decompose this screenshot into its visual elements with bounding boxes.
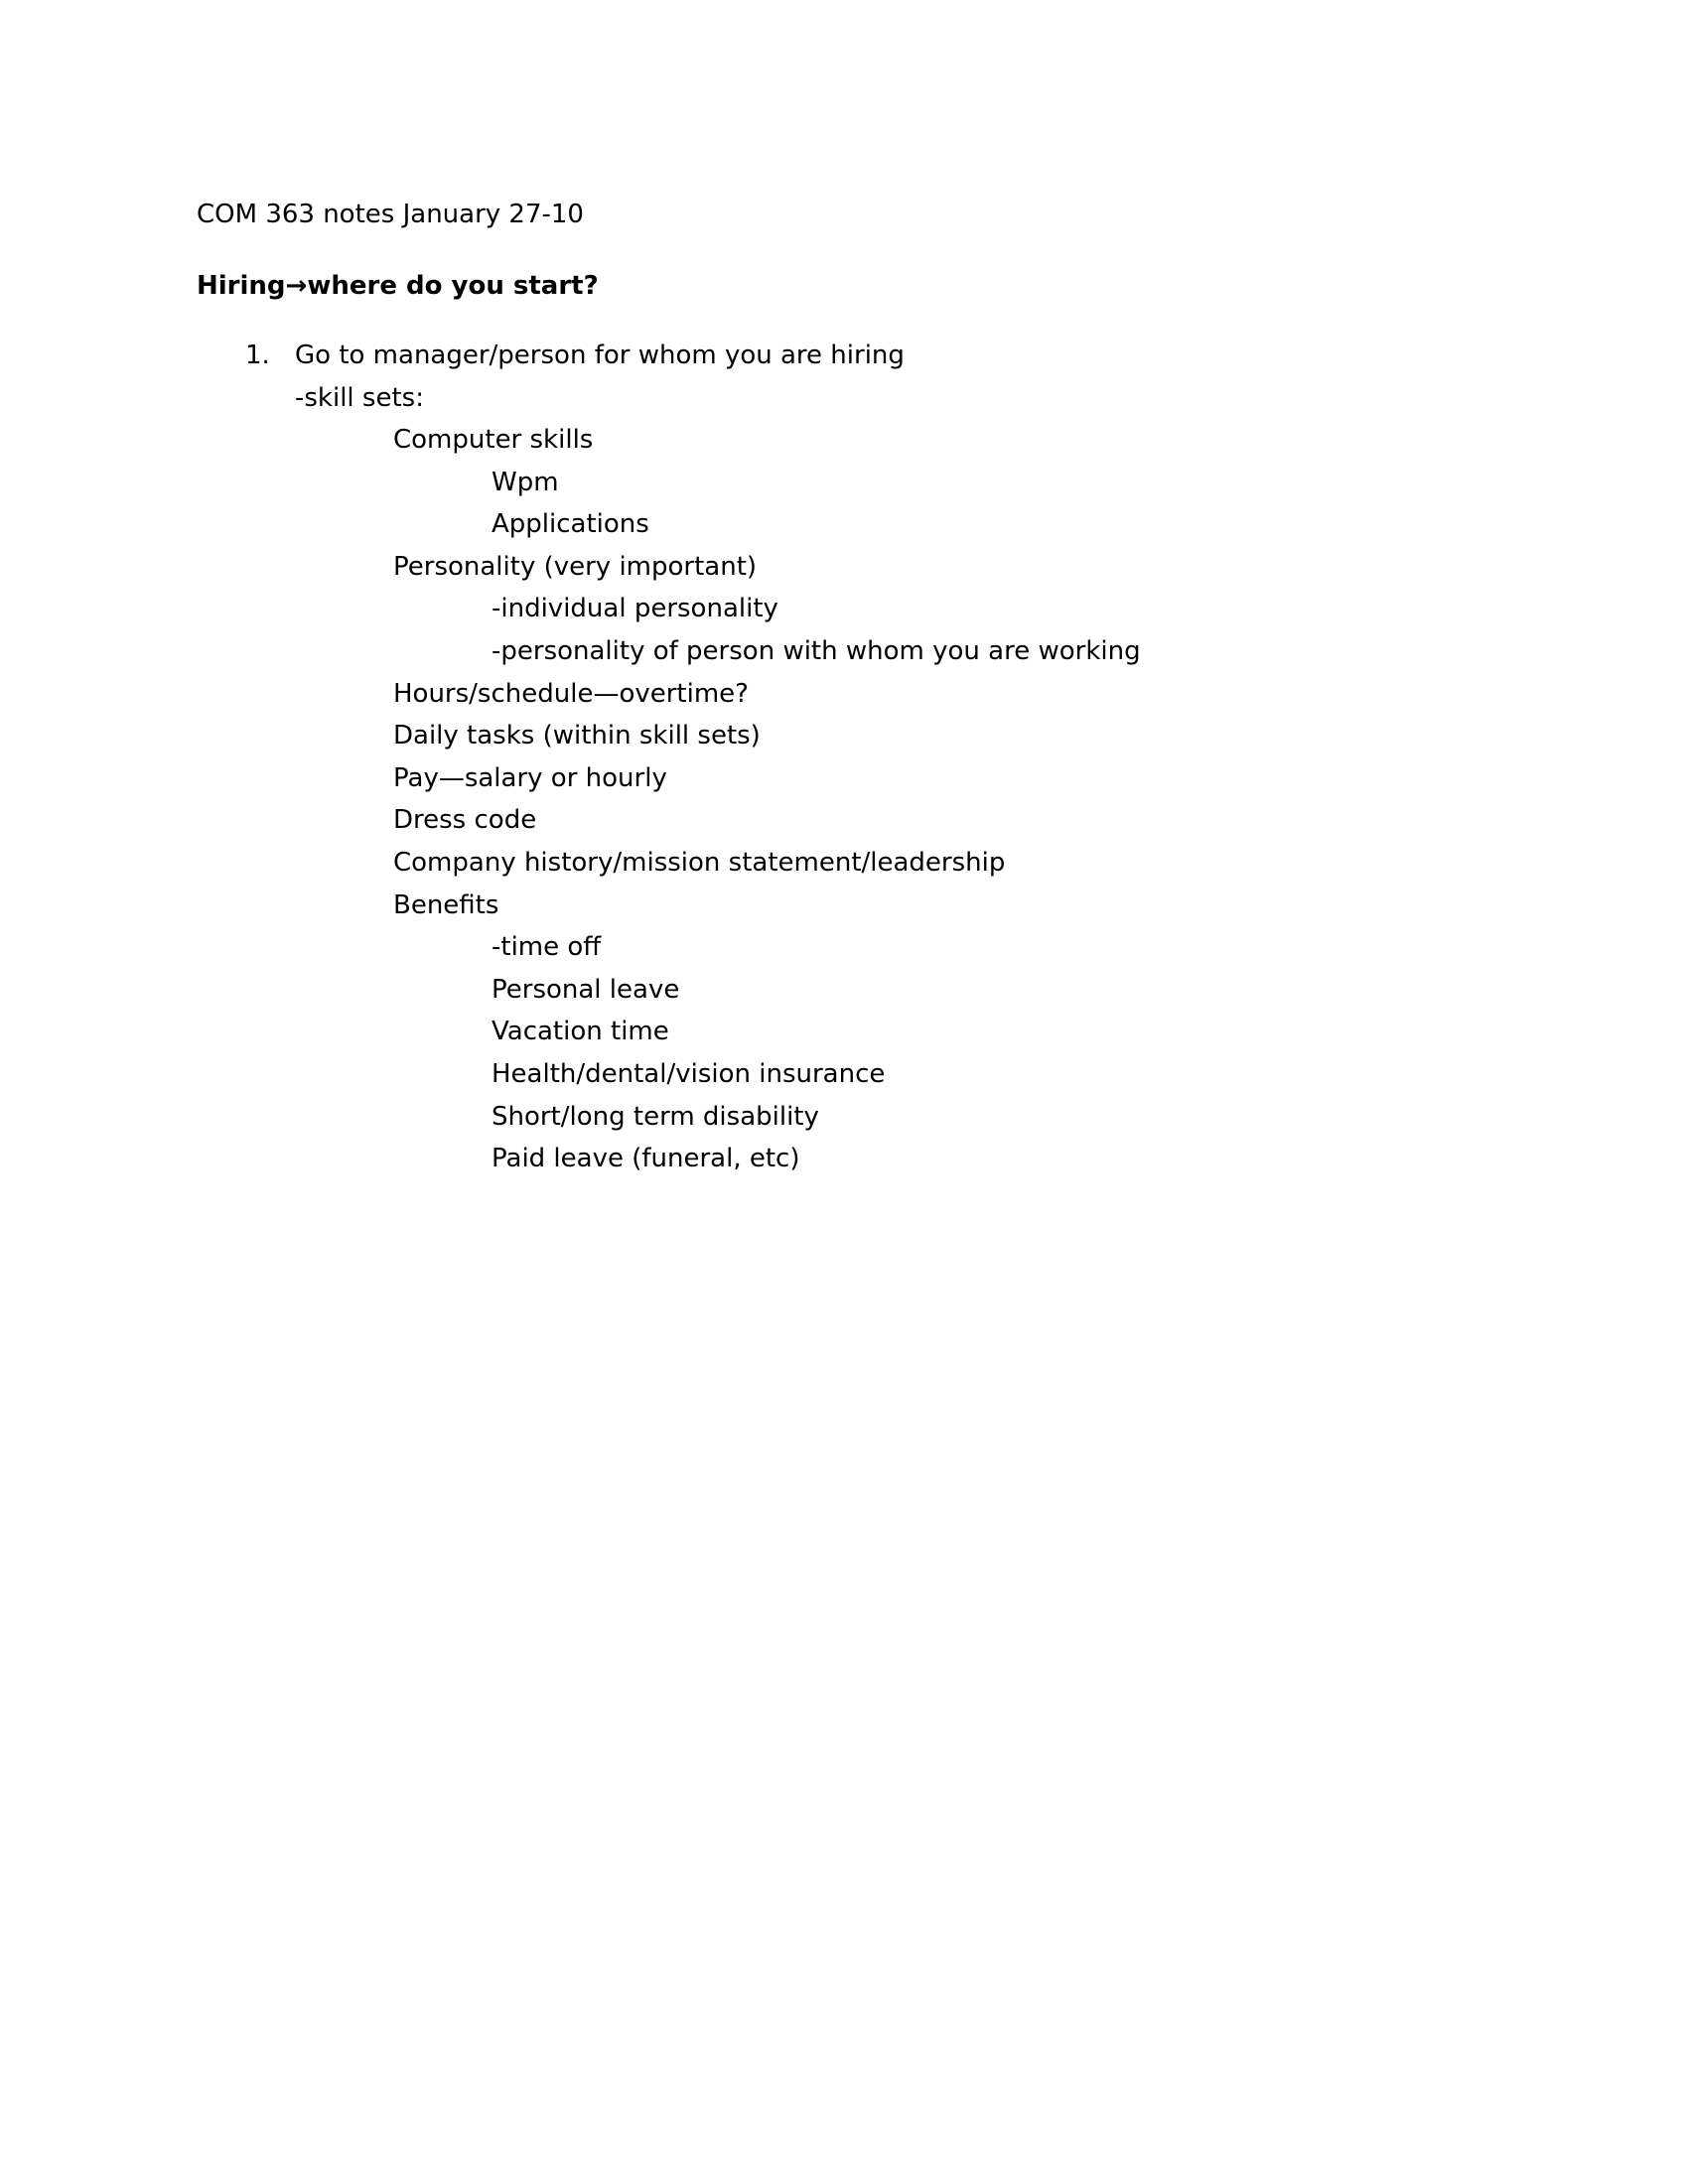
skill-sets-label: -skill sets: xyxy=(295,383,424,413)
outline-subitem: Health/dental/vision insurance xyxy=(492,1059,886,1089)
heading-left: Hiring xyxy=(197,271,286,301)
outline-subitem: -time off xyxy=(492,932,602,962)
right-arrow-icon: → xyxy=(285,271,308,301)
outline-item: Dress code xyxy=(393,805,537,835)
outline-item: Daily tasks (within skill sets) xyxy=(393,721,761,751)
outline-subitem: Vacation time xyxy=(492,1017,669,1046)
outline-item: Company history/mission statement/leadership xyxy=(393,848,1006,878)
outline-subitem: -individual personality xyxy=(492,594,778,623)
outline-subitem: Wpm xyxy=(492,468,559,497)
outline-subitem: Personal leave xyxy=(492,975,680,1005)
outline-item: Computer skills xyxy=(393,425,594,455)
document-title: COM 363 notes January 27-10 xyxy=(197,200,584,229)
section-heading xyxy=(197,268,599,304)
outline-item: Hours/schedule—overtime? xyxy=(393,679,749,709)
outline-subitem: Paid leave (funeral, etc) xyxy=(492,1144,800,1173)
outline-subitem: -personality of person with whom you are working xyxy=(492,636,1141,666)
outline-subitem: Applications xyxy=(492,509,649,539)
heading-right: where do you start? xyxy=(307,271,599,301)
outline-subitem: Short/long term disability xyxy=(492,1102,819,1132)
list-item: Go to manager/person for whom you are hiring xyxy=(295,341,905,370)
list-number: 1. xyxy=(245,341,270,370)
outline-item: Pay—salary or hourly xyxy=(393,763,667,793)
outline-item: Benefits xyxy=(393,890,499,920)
outline-item: Personality (very important) xyxy=(393,552,758,582)
